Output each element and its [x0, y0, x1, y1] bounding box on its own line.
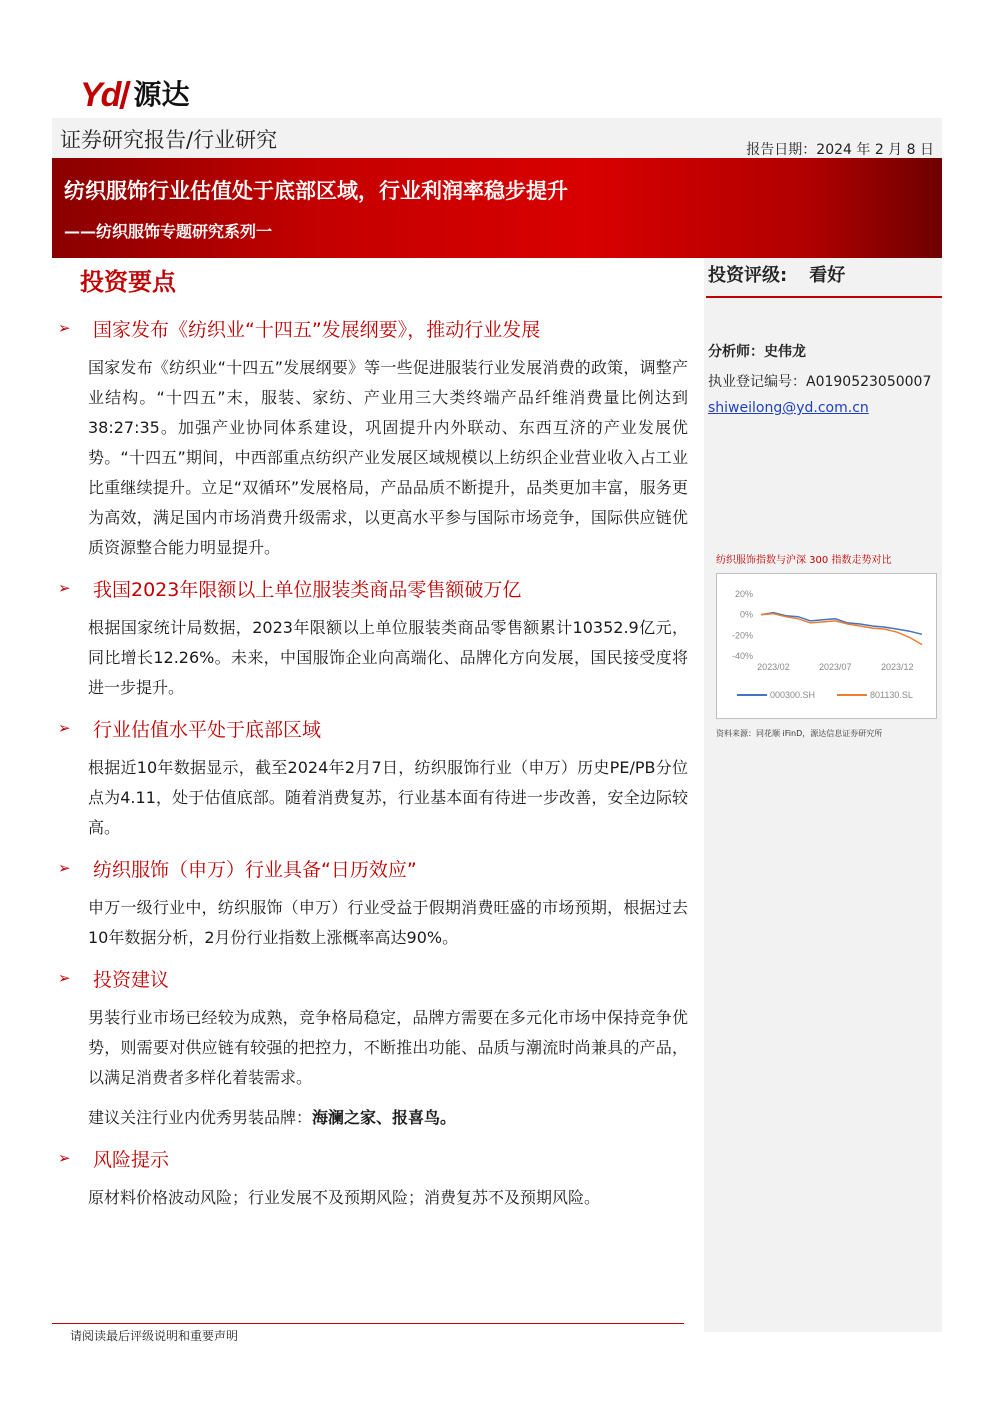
bullet-arrow-icon: ➢	[58, 719, 71, 737]
y-tick-label: -20%	[731, 630, 753, 641]
section-title: 风险提示	[93, 1148, 170, 1171]
logo-name: 源达	[133, 78, 190, 111]
logo-divider	[120, 81, 132, 109]
rating-label: 投资评级:	[708, 265, 788, 286]
footer-divider	[52, 1323, 684, 1324]
section-title: 我国2023年限额以上单位服装类商品零售额破万亿	[93, 578, 522, 601]
analyst-name: 分析师：史伟龙	[708, 344, 806, 360]
logo	[80, 78, 189, 112]
chart-svg	[717, 574, 936, 718]
y-tick-label: 0%	[739, 609, 753, 620]
bullet-arrow-icon: ➢	[58, 319, 71, 337]
section-investment-advice	[58, 963, 694, 1133]
section-valuation	[58, 713, 694, 843]
recommendation-prefix: 建议关注行业内优秀男装品牌：	[88, 1108, 313, 1127]
investment-rating	[708, 261, 845, 287]
bullet-arrow-icon: ➢	[58, 1149, 71, 1167]
section-title: 国家发布《纺织业“十四五”发展纲要》，推动行业发展	[93, 318, 541, 341]
section-paragraph: 根据国家统计局数据，2023年限额以上单位服装类商品零售额累计10352.9亿元，同比增长12.26%。未来，中国服饰企业向高端化、品牌化方向发展，国民接受度将进一步提升。	[88, 618, 688, 697]
section-paragraph: 根据近10年数据显示，截至2024年2月7日，纺织服饰行业（申万）历史PE/PB分位点为4.11，处于估值底部。随着消费复苏，行业基本面有待进一步改善，安全边际较高。	[88, 758, 688, 837]
footer-note: 请阅读最后评级说明和重要声明	[70, 1329, 239, 1343]
section-retail-sales	[58, 573, 694, 703]
chart-source: 资料来源：同花顺 iFinD，源达信息证券研究所	[716, 729, 883, 738]
report-title: 纺织服饰行业估值处于底部区域，行业利润率稳步提升	[64, 179, 568, 203]
section-title: 纺织服饰（申万）行业具备“日历效应”	[93, 858, 417, 881]
bullet-arrow-icon: ➢	[58, 579, 71, 597]
section-paragraph: 申万一级行业中，纺织服饰（申万）行业受益于假期消费旺盛的市场预期，根据过去10年数据分析，2月份行业指数上涨概率高达90%。	[88, 898, 688, 947]
legend-label: 801130.SL	[870, 690, 913, 700]
section-paragraph: 原材料价格波动风险；行业发展不及预期风险；消费复苏不及预期风险。	[88, 1188, 601, 1207]
rating-value: 看好	[809, 265, 846, 286]
index-comparison-chart	[716, 573, 937, 719]
report-subtitle: ——纺织服饰专题研究系列一	[64, 222, 273, 241]
main-heading: 投资要点	[80, 268, 176, 296]
report-date: 报告日期：2024 年 2 月 8 日	[746, 142, 934, 158]
x-tick-label: 2023/12	[880, 662, 914, 672]
x-tick-label: 2023/02	[757, 662, 790, 672]
logo-mark: Yd	[80, 76, 120, 114]
sidebar	[704, 258, 942, 1332]
title-banner	[52, 158, 942, 258]
x-tick-label: 2023/07	[819, 662, 852, 672]
bullet-arrow-icon: ➢	[58, 969, 71, 987]
rating-divider	[706, 296, 942, 298]
recommended-brands: 海澜之家、报喜鸟。	[312, 1108, 457, 1127]
section-paragraph: 国家发布《纺织业“十四五”发展纲要》等一些促进服装行业发展消费的政策，调整产业结构。“十四五”末，服装、家纺、产业用三大类终端产品纤维消费量比例达到38:27:35。加强产业协同体系建设，巩固提升内外联动、东西互济的产业发展优势。“十四五”期间，中西部重点纺织产业发展区域规模以上纺织企业营业收入占工业比重继续提升。立足“双循环”发展格局，产品品质不断提升，品类更加丰富，服务更为高效，满足国内市场消费升级需求，以更高水平参与国际市场竞争，国际供应链优质资源整合能力明显提升。	[88, 358, 688, 557]
section-calendar-effect	[58, 853, 694, 953]
y-tick-label: 20%	[734, 589, 753, 599]
legend-label: 000300.SH	[770, 690, 816, 700]
section-title: 投资建议	[93, 968, 170, 991]
section-title: 行业估值水平处于底部区域	[93, 718, 322, 741]
report-type: 证券研究报告/行业研究	[60, 128, 278, 152]
analyst-registration: 执业登记编号：A0190523050007	[708, 374, 932, 390]
section-paragraph: 男装行业市场已经较为成熟，竞争格局稳定，品牌方需要在多元化市场中保持竞争优势，则需要对供应链有较强的把控力，不断推出功能、品质与潮流时尚兼具的产品，以满足消费者多样化着装需求。	[88, 1008, 688, 1087]
recommendation	[88, 1103, 688, 1133]
section-risk	[58, 1143, 694, 1213]
section-policy	[58, 313, 694, 563]
analyst-email-link[interactable]: shiweilong@yd.com.cn	[708, 400, 869, 416]
chart-title: 纺织服饰指数与沪深 300 指数走势对比	[716, 555, 892, 566]
y-tick-label: -40%	[731, 651, 753, 661]
bullet-arrow-icon: ➢	[58, 859, 71, 877]
